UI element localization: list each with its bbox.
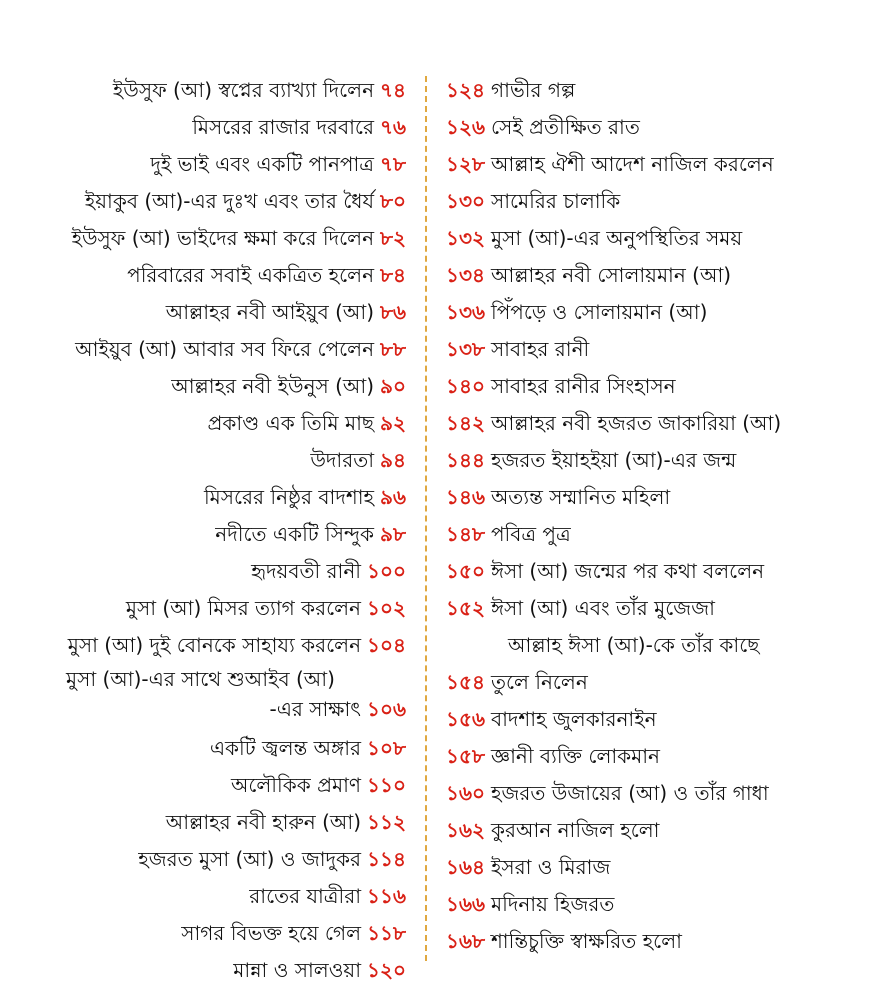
- toc-entry[interactable]: [446, 849, 856, 886]
- toc-entry-title: মান্না ও সালওয়া: [233, 958, 361, 982]
- toc-entry-title: ইয়াকুব (আ)-এর দুঃখ এবং তার ধৈর্য: [84, 189, 375, 213]
- toc-entry-title: মিসরের নিষ্ঠুর বাদশাহ: [203, 485, 375, 509]
- toc-entry-title: প্রকাণ্ড এক তিমি মাছ: [207, 411, 375, 435]
- toc-entry-title: অলৌকিক প্রমাণ: [231, 773, 362, 797]
- toc-entry-title: আল্লাহর নবী সোলায়মান (আ): [490, 263, 732, 287]
- toc-entry[interactable]: [446, 479, 856, 516]
- toc-page-number: ১৩৪: [446, 263, 485, 287]
- toc-entry-title: মদিনায় হিজরত: [491, 892, 615, 916]
- toc-entry-title: ঈসা (আ) জন্মের পর কথা বললেন: [490, 559, 765, 583]
- toc-entry-title: অত্যন্ত সম্মানিত মহিলা: [490, 485, 671, 509]
- toc-page-number: ১১০: [367, 773, 406, 797]
- toc-page-number: ৭৬: [379, 115, 406, 139]
- toc-page-number: ১২৬: [446, 115, 485, 139]
- toc-entry[interactable]: [446, 590, 856, 627]
- toc-entry[interactable]: [40, 294, 406, 331]
- toc-entry-title: একটি জ্বলন্ত অঙ্গার: [209, 736, 362, 760]
- toc-entry[interactable]: [446, 405, 856, 442]
- toc-entry[interactable]: [446, 109, 856, 146]
- toc-page-number: ৯৬: [380, 485, 406, 509]
- toc-entry[interactable]: [40, 479, 406, 516]
- toc-entry-title: ঈসা (আ) এবং তাঁর মুজেজা: [490, 596, 715, 620]
- toc-entry[interactable]: [40, 553, 406, 590]
- toc-entry[interactable]: [40, 952, 406, 989]
- toc-page-number: ১১২: [367, 810, 406, 834]
- toc-entry[interactable]: [40, 368, 406, 405]
- toc-page-number: ১৫৮: [446, 744, 485, 768]
- toc-entry-title-line1: মুসা (আ)-এর সাথে শুআইব (আ): [66, 667, 335, 691]
- toc-entry[interactable]: [446, 257, 856, 294]
- toc-right-column: [446, 72, 856, 960]
- toc-page-number: ৯২: [380, 411, 406, 435]
- toc-page-number: ১৬০: [446, 781, 485, 805]
- toc-entry[interactable]: [446, 923, 856, 960]
- toc-entry[interactable]: [446, 368, 856, 405]
- toc-entry-title: আল্লাহ ঈসা (আ)-কে তাঁর কাছে: [508, 633, 760, 657]
- toc-page-number: ১৬২: [446, 818, 485, 842]
- toc-page-number: ৮৮: [380, 337, 406, 361]
- toc-entry-title: কুরআন নাজিল হলো: [491, 818, 660, 842]
- toc-page-number: ১০৬: [367, 697, 406, 721]
- toc-entry[interactable]: [446, 294, 856, 331]
- toc-entry-title: সাগর বিভক্ত হয়ে গেল: [181, 921, 362, 945]
- toc-entry[interactable]: [40, 109, 406, 146]
- toc-entry[interactable]: [40, 72, 406, 109]
- toc-entry[interactable]: [446, 331, 856, 368]
- toc-entry-title: আল্লাহ ঐশী আদেশ নাজিল করলেন: [490, 152, 774, 176]
- toc-entry-title: সাবাহর রানী: [490, 337, 590, 361]
- toc-entry[interactable]: [446, 146, 856, 183]
- toc-entry[interactable]: [40, 146, 406, 183]
- toc-page-number: ৯৪: [380, 448, 406, 472]
- toc-entry-title: শান্তিচুক্তি স্বাক্ষরিত হলো: [490, 929, 682, 953]
- toc-entry-title: পরিবারের সবাই একত্রিত হলেন: [127, 263, 375, 287]
- toc-page-number: ১৬৮: [446, 929, 485, 953]
- toc-entry[interactable]: [446, 183, 856, 220]
- toc-entry[interactable]: [446, 775, 856, 812]
- toc-entry[interactable]: [446, 553, 856, 590]
- toc-page-number: ৮২: [380, 226, 406, 250]
- toc-entry[interactable]: [40, 516, 406, 553]
- toc-entry-title: সাবাহর রানীর সিংহাসন: [490, 374, 676, 398]
- toc-page-number: ১০২: [367, 596, 406, 620]
- toc-page-number: ১৫০: [446, 559, 485, 583]
- toc-entry[interactable]: [40, 257, 406, 294]
- toc-entry[interactable]: [446, 701, 856, 738]
- toc-page-number: ১২৮: [446, 152, 485, 176]
- toc-entry[interactable]: [446, 812, 856, 849]
- toc-page-number: ৯০: [380, 374, 406, 398]
- toc-entry[interactable]: [40, 841, 406, 878]
- toc-page-number: ১৪০: [446, 374, 485, 398]
- toc-entry-title: তুলে নিলেন: [490, 670, 588, 694]
- toc-page-number: ৭৮: [380, 152, 406, 176]
- toc-page-number: ১৪৪: [446, 448, 485, 472]
- toc-left-column: [40, 72, 406, 989]
- column-divider: [425, 76, 427, 961]
- toc-page-number: ১০৪: [367, 633, 406, 657]
- toc-page-number: ৮৪: [380, 263, 406, 287]
- toc-entry-title: আল্লাহর নবী হারুন (আ): [165, 810, 362, 834]
- toc-page-number: ১৪২: [446, 411, 485, 435]
- toc-entry[interactable]: [40, 767, 406, 804]
- toc-entry-title: পিঁপড়ে ও সোলায়মান (আ): [491, 300, 708, 324]
- toc-page-number: ১১৪: [367, 847, 406, 871]
- toc-entry-title: গাভীর গল্প: [490, 78, 576, 102]
- toc-entry-title-line2: -এর সাক্ষাৎ: [269, 697, 361, 721]
- toc-entry-title: মুসা (আ)-এর অনুপস্থিতির সময়: [491, 226, 743, 250]
- toc-page-number: ১৩০: [446, 189, 485, 213]
- toc-entry[interactable]: [40, 664, 406, 730]
- toc-entry-title: রাতের যাত্রীরা: [249, 884, 362, 908]
- toc-entry[interactable]: [40, 331, 406, 368]
- toc-entry[interactable]: [40, 590, 406, 627]
- toc-entry[interactable]: [446, 220, 856, 257]
- toc-page-number: ১০০: [367, 559, 406, 583]
- toc-page-number: ১৫৪: [446, 670, 485, 694]
- toc-entry[interactable]: [446, 738, 856, 775]
- toc-page-number: ১৫২: [446, 596, 485, 620]
- toc-page-number: ৯৮: [380, 522, 406, 546]
- toc-entry-title: হৃদয়বতী রানী: [251, 559, 361, 583]
- toc-entry-title: হজরত মুসা (আ) ও জাদুকর: [138, 847, 362, 871]
- toc-page-number: ৭৪: [380, 78, 406, 102]
- toc-entry[interactable]: [446, 886, 856, 923]
- toc-entry[interactable]: [446, 516, 856, 553]
- toc-page-number: ১৫৬: [446, 707, 485, 731]
- toc-entry-title: সেই প্রতীক্ষিত রাত: [491, 115, 640, 139]
- toc-page-number: ১০৮: [367, 736, 406, 760]
- toc-entry-title: জ্ঞানী ব্যক্তি লোকমান: [490, 744, 660, 768]
- toc-entry-title: ইউসুফ (আ) ভাইদের ক্ষমা করে দিলেন: [71, 226, 375, 250]
- toc-entry-title: বাদশাহ জুলকারনাইন: [490, 707, 657, 731]
- toc-entry[interactable]: [40, 220, 406, 257]
- toc-entry-title: আল্লাহর নবী আইয়ুব (আ): [165, 300, 375, 324]
- toc-entry[interactable]: [446, 627, 856, 664]
- toc-entry[interactable]: [40, 915, 406, 952]
- toc-page-number: ১৬৬: [446, 892, 485, 916]
- toc-entry-title: মুসা (আ) মিসর ত্যাগ করলেন: [125, 596, 361, 620]
- toc-page-number: ১৩২: [446, 226, 485, 250]
- toc-entry-title: হজরত উজায়ের (আ) ও তাঁর গাধা: [491, 781, 769, 805]
- toc-entry-title: মুসা (আ) দুই বোনকে সাহায্য করলেন: [67, 633, 362, 657]
- toc-entry[interactable]: [40, 878, 406, 915]
- toc-entry[interactable]: [40, 804, 406, 841]
- toc-page-number: ১২৪: [446, 78, 485, 102]
- toc-page-number: ৮৬: [380, 300, 406, 324]
- toc-entry[interactable]: [40, 405, 406, 442]
- toc-entry-title: হজরত ইয়াহইয়া (আ)-এর জন্ম: [490, 448, 737, 472]
- toc-entry-title: উদারতা: [310, 448, 375, 472]
- toc-entry[interactable]: [40, 442, 406, 479]
- toc-page-number: ১৩৮: [446, 337, 485, 361]
- toc-entry[interactable]: [40, 183, 406, 220]
- toc-entry-title: পবিত্র পুত্র: [490, 522, 571, 546]
- toc-entry[interactable]: [446, 664, 856, 701]
- toc-page-number: ১৪৮: [446, 522, 485, 546]
- toc-entry-title: সামেরির চালাকি: [491, 189, 621, 213]
- toc-page-number: ১৪৬: [446, 485, 485, 509]
- toc-entry-title: আইয়ুব (আ) আবার সব ফিরে পেলেন: [75, 337, 375, 361]
- toc-entry[interactable]: [446, 442, 856, 479]
- toc-entry-title: আল্লাহর নবী হজরত জাকারিয়া (আ): [490, 411, 782, 435]
- toc-entry-title: দুই ভাই এবং একটি পানপাত্র: [150, 152, 375, 176]
- toc-entry[interactable]: [446, 72, 856, 109]
- toc-entry-title: মিসরের রাজার দরবারে: [192, 115, 374, 139]
- toc-entry-title: ইউসুফ (আ) স্বপ্নের ব্যাখ্যা দিলেন: [112, 78, 375, 102]
- toc-entry[interactable]: [40, 627, 406, 664]
- toc-page-number: ১২০: [367, 958, 406, 982]
- toc-entry-title: ইসরা ও মিরাজ: [490, 855, 611, 879]
- toc-page-number: ১১৮: [367, 921, 406, 945]
- toc-page-number: ৮০: [380, 189, 406, 213]
- toc-page-number: ১৬৪: [446, 855, 485, 879]
- toc-entry-title: নদীতে একটি সিন্দুক: [215, 522, 375, 546]
- toc-page-number: ১১৬: [367, 884, 406, 908]
- toc-entry[interactable]: [40, 730, 406, 767]
- toc-entry-title: আল্লাহর নবী ইউনুস (আ): [171, 374, 375, 398]
- toc-page-number: ১৩৬: [446, 300, 485, 324]
